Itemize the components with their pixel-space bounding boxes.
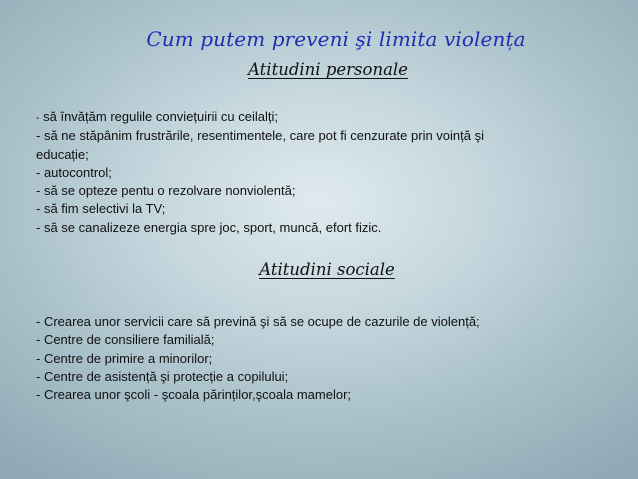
list-item: - să se canalizeze energia spre joc, sport, muncă, efort fizic. [36,219,382,235]
list-item: - să ne stăpânim frustrările, resentimentele, care pot fi cenzurate prin voință şi [36,128,484,144]
personal-attitudes-list [36,108,621,237]
list-item: - autocontrol; [36,164,112,180]
slide-title: Cum putem preveni şi limita violența [146,27,526,51]
list-item: - să se opteze pentu o rezolvare nonviolentă; [36,183,296,199]
heading-social-attitudes: Atitudini sociale [259,260,395,279]
social-attitudes-list [36,313,621,404]
list-item: - Crearea unor şcoli - şcoala părinților,şcoala mamelor; [36,387,352,403]
list-item: - Centre de consiliere familială; [36,332,215,348]
list-item: educație; [36,146,89,162]
list-item: - Crearea unor servicii care să prevină şi să se ocupe de cazurile de violență; [36,314,480,329]
list-item: - Centre de primire a minorilor; [36,350,213,366]
heading-personal-attitudes: Atitudini personale [248,60,408,79]
list-item: - să fim selectivi la TV; [36,201,166,217]
list-item: - să învățăm regulile conviețuirii cu ceilalți; [36,109,278,124]
list-item: - Centre de asistență şi protecție a copilului; [36,368,289,384]
bullet-dash: - [36,112,40,124]
